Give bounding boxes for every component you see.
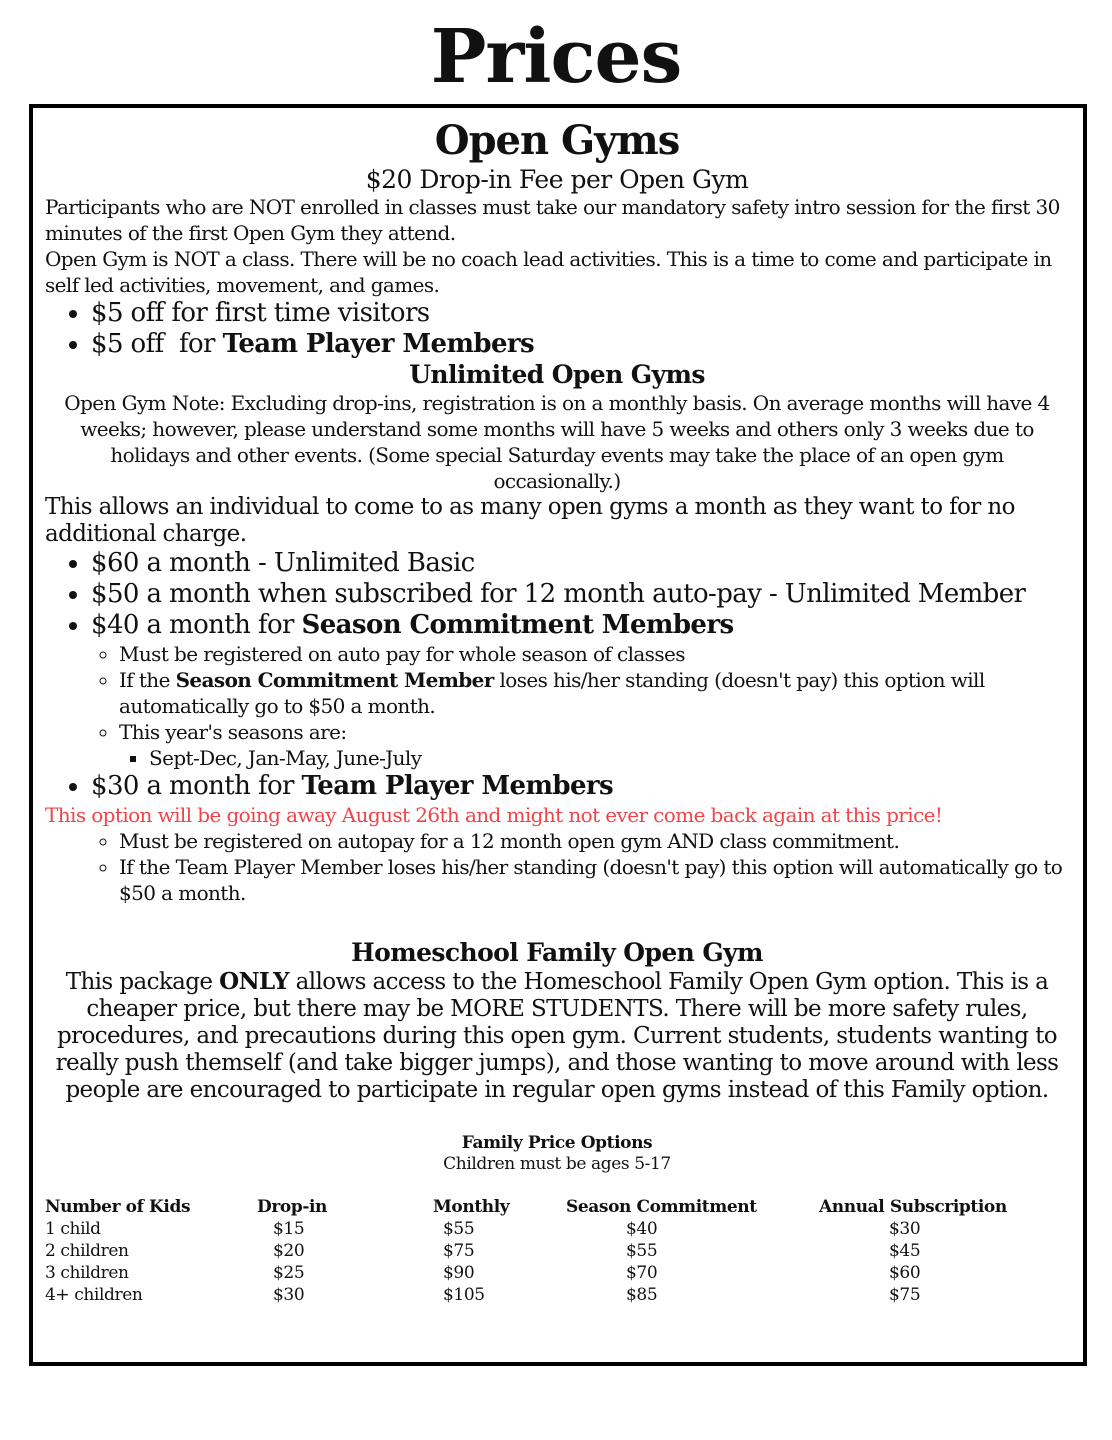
table-header-row <box>45 1196 1039 1218</box>
discount-list <box>45 298 1069 360</box>
homeschool-heading: Homeschool Family Open Gym <box>351 938 763 967</box>
seasons-item: ▪ Sept-Dec, Jan-May, June-July <box>149 745 1069 771</box>
season-details-list <box>91 641 1069 771</box>
unlimited-description: This allows an individual to come to as many open gyms a month as they want to for no additional charge. <box>45 494 1015 547</box>
safety-intro-paragraph: Participants who are NOT enrolled in classes must take our mandatory safety intro session for the first 30 minutes of the first Open Gym they attend. <box>45 195 1060 245</box>
team-detail: ◦ If the Team Player Member loses his/her standing (doesn't pay) this option will automatically go to $50 a month. <box>119 854 1069 906</box>
team-details-list <box>45 828 1069 906</box>
discount-item: • $5 off for Team Player Members <box>91 329 1069 360</box>
unlimited-option: • $40 a month for Season Commitment Members ◦ Must be registered on auto pay for whole season of classes ◦ If the Season Commitment Member loses his/her standing (doesn't pay) this option will automatically go to $50 a month. ◦ This year's seasons are: ▪ Sept-Dec, Jan-May, June-July <box>91 610 1069 771</box>
table-row: 1 child $15 $55 $40 $30 <box>45 1219 921 1239</box>
season-detail: ◦ This year's seasons are: ▪ Sept-Dec, Jan-May, June-July <box>119 719 1069 771</box>
unlimited-option: • $50 a month when subscribed for 12 month auto-pay - Unlimited Member <box>91 579 1069 610</box>
open-gyms-heading: Open Gyms <box>434 117 680 164</box>
column-header: Annual Subscription <box>819 1197 1007 1217</box>
table-row: 4+ children $30 $105 $85 $75 <box>45 1285 921 1305</box>
team-detail: ◦ Must be registered on autopay for a 12 month open gym AND class commitment. <box>119 828 1069 854</box>
open-gym-note: Open Gym Note: Excluding drop-ins, registration is on a monthly basis. On average months will have 4 weeks; however, please understand some months will have 5 weeks and others only 3 weeks due to holidays and other events. (Some special Saturday events may take the place of an open gym occasionally.) <box>64 391 1050 493</box>
seasons-list <box>119 745 1069 771</box>
discount-item: • $5 off for first time visitors <box>91 298 1069 329</box>
unlimited-options-list <box>45 548 1069 802</box>
unlimited-option: • $30 a month for Team Player Members <box>91 771 1069 802</box>
page-title: Prices <box>430 14 682 100</box>
warning-text: This option will be going away August 26th and might not ever come back again at this price! <box>45 803 943 827</box>
season-detail: ◦ If the Season Commitment Member loses his/her standing (doesn't pay) this option will automatically go to $50 a month. <box>119 667 1069 719</box>
drop-in-fee: $20 Drop-in Fee per Open Gym <box>365 165 749 194</box>
table-row: 3 children $25 $90 $70 $60 <box>45 1263 921 1283</box>
table-row: 2 children $20 $75 $55 $45 <box>45 1241 921 1261</box>
unlimited-option: • $60 a month - Unlimited Basic <box>91 548 1069 579</box>
column-header: Drop-in <box>257 1197 327 1217</box>
unlimited-heading: Unlimited Open Gyms <box>409 360 705 389</box>
column-header: Monthly <box>433 1197 510 1217</box>
family-price-subtitle: Children must be ages 5-17 <box>443 1154 671 1174</box>
family-price-title: Family Price Options <box>461 1133 653 1153</box>
column-header: Season Commitment <box>566 1197 757 1217</box>
column-header: Number of Kids <box>45 1197 191 1217</box>
prices-content <box>45 108 1069 1306</box>
not-a-class-paragraph: Open Gym is NOT a class. There will be no coach lead activities. This is a time to come and participate in self led activities, movement, and games. <box>45 247 1052 297</box>
family-price-table <box>45 1196 1039 1306</box>
homeschool-description: This package ONLY allows access to the Homeschool Family Open Gym option. This is a cheaper price, but there may be MORE STUDENTS. There will be more safety rules, procedures, and precautions during this open gym. Current students, students wanting to really push themself (and take bigger jumps), and those wanting to move around with less people are encouraged to participate in regular open gyms instead of this Family option. <box>55 968 1059 1103</box>
prices-frame <box>29 104 1087 1366</box>
season-detail: ◦ Must be registered on auto pay for whole season of classes <box>119 641 1069 667</box>
